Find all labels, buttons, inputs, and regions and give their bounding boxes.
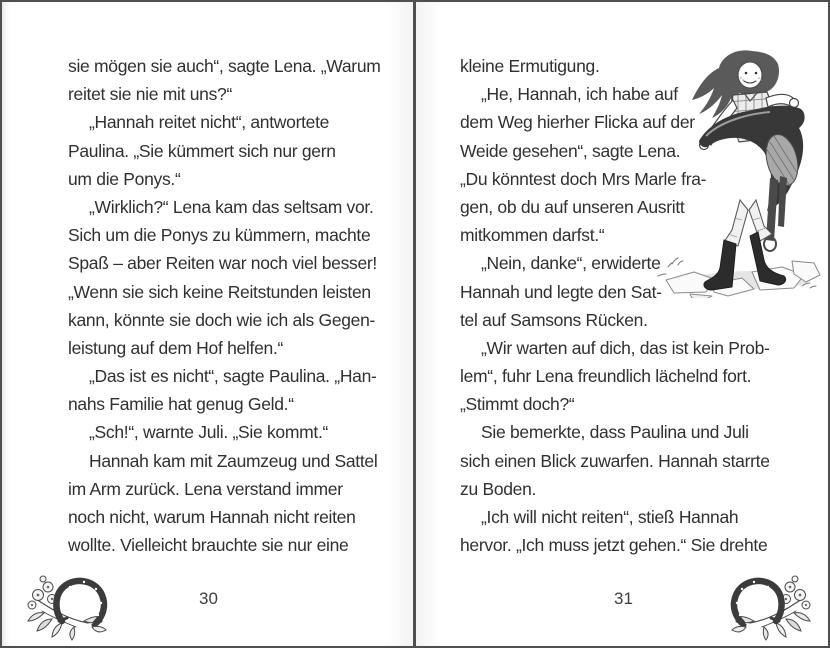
text-line: zu Boden. [460,478,537,499]
text-line: tel auf Samsons Rücken. [460,309,648,330]
text-line: „Sch!“, warnte Juli. „Sie kommt.“ [89,422,329,443]
text-line: „Das ist es nicht“, sagte Paulina. „Han- [89,366,377,387]
text-line: reitet sie nie mit uns?“ [68,84,232,105]
face [738,62,762,88]
text-line: um die Ponys.“ [68,168,181,189]
text-line: „Wenn sie sich keine Reitstunden leisten [68,281,371,302]
gutter-shadow-left [386,2,413,646]
page-number-right: 31 [614,589,633,608]
text-line: Sich um die Ponys zu kümmern, machte [68,225,371,246]
text-line: Paulina. „Sie kümmert sich nur gern [68,140,336,161]
text-line: hervor. „Ich muss jetzt gehen.“ Sie drehte [460,535,768,556]
text-line: „Wirklich?“ Lena kam das seltsam vor. [89,196,374,217]
girl-carrying-saddle-illustration [654,48,824,298]
text-line: im Arm zurück. Lena verstand immer [68,478,343,499]
text-line: noch nicht, warum Hannah nicht reiten [68,507,356,527]
text-line: „Wir warten auf dich, das ist kein Prob- [481,337,770,358]
horseshoe-flowers-icon-mirrored [714,569,816,643]
book-spine-divider [413,2,416,646]
horseshoe-flowers-icon [22,569,124,643]
text-line: Weide gesehen“, sagte Lena. [460,140,681,161]
text-line: wollte. Vielleicht brauchte sie nur eine [68,535,349,556]
text-line: „He, Hannah, ich habe auf [481,84,678,105]
text-line: „Du könntest doch Mrs Marle fra- [460,168,707,189]
text-line: „Ich will nicht reiten“, stieß Hannah [481,507,739,527]
text-line: sich einen Blick zuwarfen. Hannah starrte [460,450,770,471]
text-line: mitkommen darfst.“ [460,225,605,246]
text-line: kleine Ermutigung. [460,56,600,76]
saddle [699,106,805,251]
page-number-left: 30 [199,589,218,608]
gutter-shadow-right [416,2,440,646]
text-line: sie mögen sie auch“, sagte Lena. „Warum [68,56,381,76]
text-line: gen, ob du auf unseren Ausritt [460,196,685,217]
text-line: kann, könnte sie doch wie ich als Gegen- [68,309,376,330]
text-line: leistung auf dem Hof helfen.“ [68,337,284,358]
text-line: nahs Familie hat genug Geld.“ [68,394,294,415]
cobblestones [666,261,820,298]
text-line: „Nein, danke“, erwiderte [481,253,661,274]
text-line: dem Weg hierher Flicka auf der [460,112,695,133]
text-line: „Stimmt doch?“ [460,394,575,415]
text-line: Hannah kam mit Zaumzeug und Sattel [89,450,378,471]
text-line: lem“, fuhr Lena freundlich lächelnd fort. [460,366,752,387]
page-left-text [68,52,381,559]
text-line: „Hannah reitet nicht“, antwortete [89,112,330,133]
text-line: Sie bemerkte, dass Paulina und Juli [481,422,749,443]
text-line: Spaß – aber Reiten war noch viel besser! [68,253,377,274]
text-line: Hannah und legte den Sat- [460,281,662,302]
